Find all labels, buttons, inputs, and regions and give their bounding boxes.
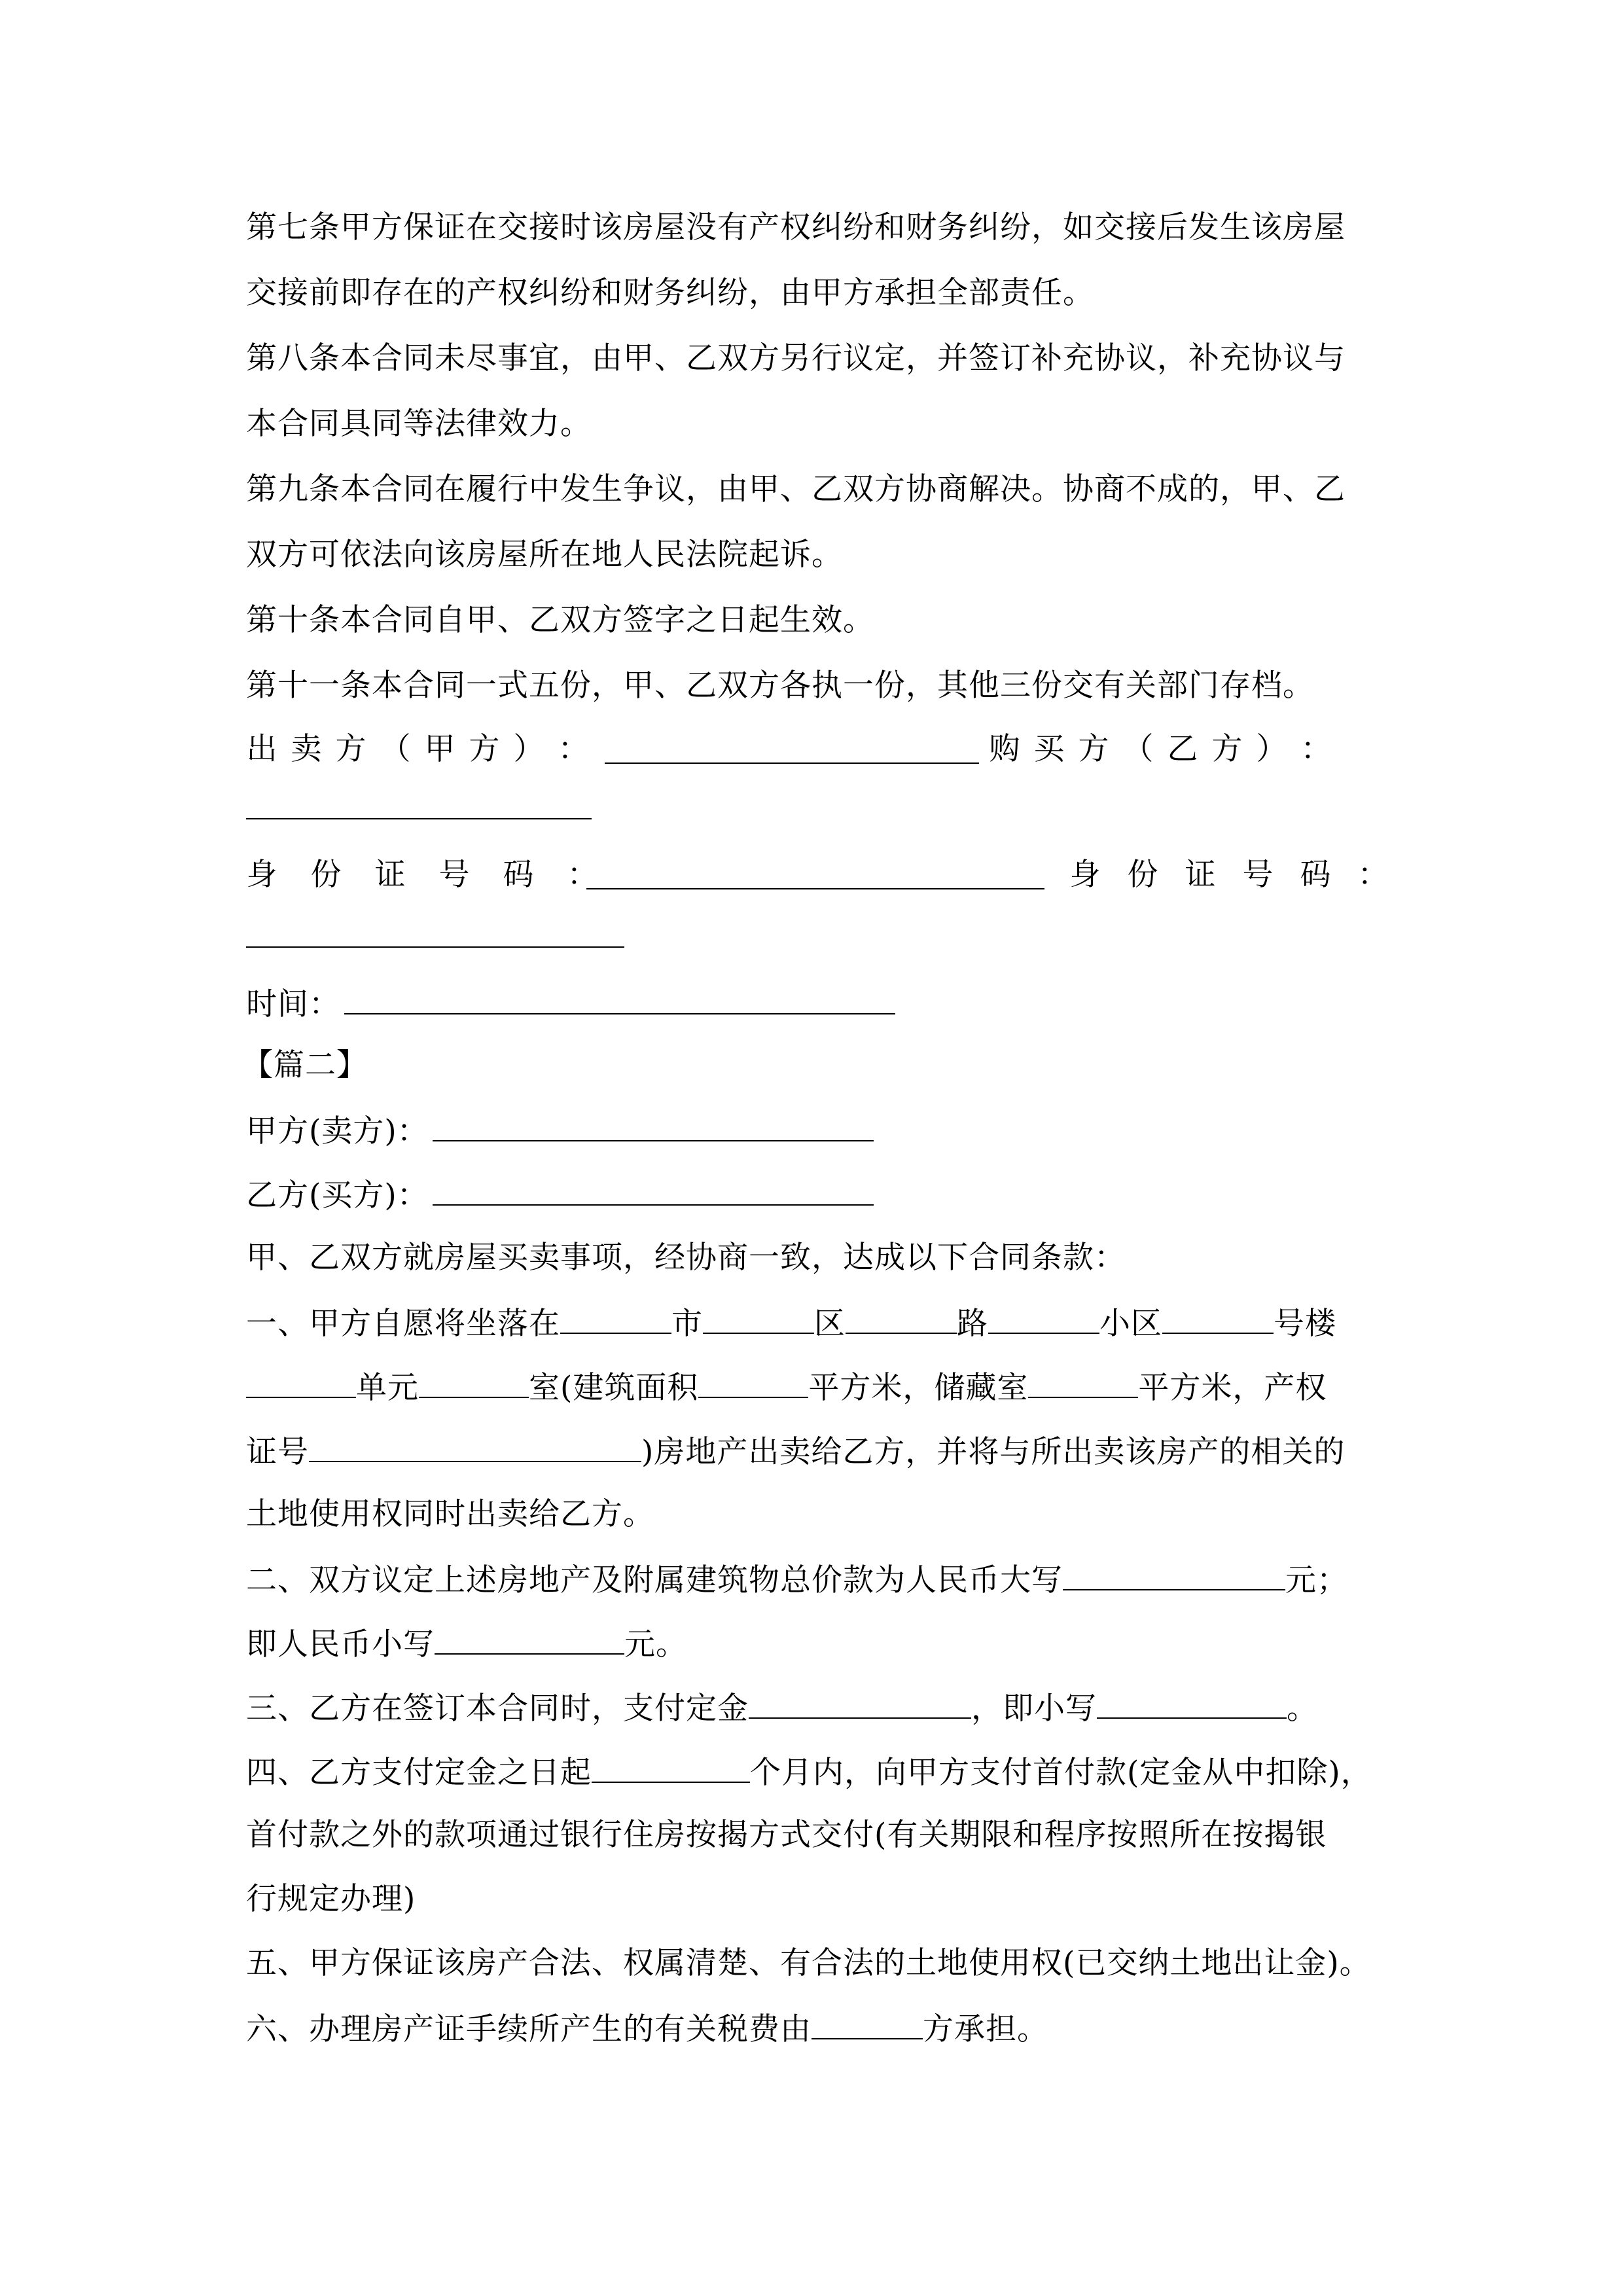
community-field[interactable]	[988, 1302, 1099, 1334]
clause-6-suffix: 方承担。	[923, 2011, 1048, 2047]
clause-3	[246, 1687, 1318, 1727]
label-char: （	[380, 731, 411, 767]
label-char: 方	[335, 731, 366, 767]
clause-3-middle: ，即小写	[971, 1691, 1097, 1727]
clause-4-line-3: 行规定办理)	[246, 1881, 416, 1917]
buyer-label	[989, 730, 1332, 769]
months-field[interactable]	[592, 1751, 750, 1783]
community-label: 小区	[1099, 1306, 1162, 1342]
label-char: 份	[310, 857, 342, 893]
label-char: 购	[989, 731, 1020, 767]
clause-1-line-3-text: )房地产出卖给乙方，并将与所出卖该房产的相关的	[641, 1434, 1346, 1470]
clause-2-line-2	[246, 1623, 687, 1662]
label-char: ：	[558, 731, 589, 767]
label-char: 甲	[424, 731, 455, 767]
building-area-field[interactable]	[698, 1367, 808, 1398]
building-label: 号楼	[1274, 1306, 1336, 1342]
part-2-heading: 【篇二】	[242, 1047, 368, 1083]
property-cert-label: 平方米，产权	[1138, 1370, 1327, 1406]
seller-signature-field[interactable]	[605, 732, 979, 764]
label-char: 码	[503, 857, 534, 893]
article-8-line-1: 第八条本合同未尽事宜，由甲、乙双方另行议定，并签订补充协议，补充协议与	[246, 340, 1346, 376]
label-char: 乙	[1167, 731, 1198, 767]
road-label: 路	[957, 1306, 988, 1342]
party-b-field[interactable]	[433, 1174, 874, 1206]
building-field[interactable]	[1162, 1302, 1274, 1334]
time-label: 时间：	[246, 986, 340, 1022]
article-7-line-2: 交接前即存在的产权纠纷和财务纠纷，由甲方承担全部责任。	[246, 275, 1094, 311]
clause-3-prefix: 三、乙方在签订本合同时，支付定金	[246, 1691, 749, 1727]
party-b-label: 乙方(买方)：	[246, 1177, 429, 1213]
label-char: 身	[1069, 857, 1101, 893]
room-area-label: 室(建筑面积	[529, 1370, 699, 1406]
price-uppercase-field[interactable]	[1063, 1559, 1285, 1590]
label-char: ：	[567, 857, 598, 893]
label-char: ）	[513, 731, 544, 767]
clause-6	[246, 2008, 1048, 2047]
clause-4-prefix: 四、乙方支付定金之日起	[246, 1755, 592, 1791]
deposit-lowercase-field[interactable]	[1097, 1687, 1287, 1719]
clause-2-line-1	[246, 1559, 1348, 1598]
clause-2-prefix: 二、双方议定上述房地产及附属建筑物总价款为人民币大写	[246, 1562, 1063, 1598]
label-char: ）	[1256, 731, 1287, 767]
tax-party-field[interactable]	[812, 2008, 923, 2039]
label-char: 方	[1211, 731, 1243, 767]
cert-no-label: 证号	[246, 1434, 309, 1470]
road-field[interactable]	[846, 1302, 957, 1334]
article-11: 第十一条本合同一式五份，甲、乙双方各执一份，其他三份交有关部门存档。	[246, 668, 1314, 704]
clause-2-line-2-prefix: 即人民币小写	[246, 1626, 435, 1662]
yuan-label-2: 元。	[624, 1626, 687, 1662]
clause-1-line-4: 土地使用权同时出卖给乙方。	[246, 1496, 654, 1532]
unit-label: 单元	[356, 1370, 419, 1406]
seller-id-field[interactable]	[586, 858, 1044, 889]
clause-4-line-1	[246, 1751, 1372, 1791]
unit-field[interactable]	[246, 1367, 356, 1398]
clause-5: 五、甲方保证该房产合法、权属清楚、有合法的土地使用权(已交纳土地出让金)。	[246, 1945, 1371, 1981]
label-char: 码	[1300, 857, 1331, 893]
article-9-line-1: 第九条本合同在履行中发生争议，由甲、乙双方协商解决。协商不成的，甲、乙	[246, 471, 1346, 507]
label-char: 证	[374, 857, 406, 893]
label-char: 证	[1185, 857, 1216, 893]
article-7-line-1: 第七条甲方保证在交接时该房屋没有产权纠纷和财务纠纷，如交接后发生该房屋	[246, 209, 1346, 245]
label-char: ：	[1300, 731, 1332, 767]
clause-1-line-2	[246, 1367, 1327, 1406]
part-2-intro: 甲、乙双方就房屋买卖事项，经协商一致，达成以下合同条款：	[246, 1240, 1126, 1276]
label-char: 身	[246, 857, 277, 893]
buyer-signature-field[interactable]	[246, 817, 592, 819]
storage-area-field[interactable]	[1028, 1367, 1138, 1398]
city-label: 市	[671, 1306, 703, 1342]
room-field[interactable]	[419, 1367, 529, 1398]
label-char: 买	[1033, 731, 1065, 767]
buyer-id-field[interactable]	[246, 946, 624, 948]
storage-label: 平方米，储藏室	[808, 1370, 1029, 1406]
label-char: ：	[1357, 857, 1389, 893]
district-field[interactable]	[703, 1302, 814, 1334]
seller-id-label	[246, 855, 598, 895]
party-b-row	[246, 1174, 874, 1213]
clause-6-prefix: 六、办理房产证手续所产生的有关税费由	[246, 2011, 812, 2047]
article-10: 第十条本合同自甲、乙双方签字之日起生效。	[246, 602, 874, 638]
party-a-row	[246, 1110, 874, 1149]
label-char: 号	[1242, 857, 1274, 893]
time-row	[246, 983, 895, 1022]
cert-no-field[interactable]	[309, 1431, 641, 1462]
label-char: 份	[1127, 857, 1158, 893]
clause-1-line-3	[246, 1431, 1345, 1470]
buyer-id-label	[1069, 855, 1389, 895]
label-char: 号	[438, 857, 470, 893]
label-char: 卖	[291, 731, 322, 767]
article-8-line-2: 本合同具同等法律效力。	[246, 406, 592, 442]
label-char: 方	[469, 731, 500, 767]
id-number-row	[246, 855, 1389, 895]
deposit-field[interactable]	[749, 1687, 971, 1719]
label-char: 出	[246, 731, 277, 767]
seller-label	[246, 730, 589, 769]
party-a-field[interactable]	[433, 1110, 874, 1141]
party-a-label: 甲方(卖方)：	[246, 1113, 429, 1149]
signature-row	[246, 730, 1372, 769]
label-char: 方	[1078, 731, 1109, 767]
clause-3-suffix: 。	[1287, 1691, 1318, 1727]
clause-1-prefix: 一、甲方自愿将坐落在	[246, 1306, 560, 1342]
clause-1-line-1	[246, 1302, 1336, 1342]
time-field[interactable]	[344, 983, 895, 1014]
article-9-line-2: 双方可依法向该房屋所在地人民法院起诉。	[246, 537, 843, 573]
clause-4-line-2: 首付款之外的款项通过银行住房按揭方式交付(有关期限和程序按照所在按揭银	[246, 1817, 1327, 1853]
city-field[interactable]	[560, 1302, 671, 1334]
price-lowercase-field[interactable]	[435, 1623, 624, 1655]
district-label: 区	[814, 1306, 846, 1342]
clause-4-suffix: 个月内，向甲方支付首付款(定金从中扣除)，	[750, 1755, 1372, 1791]
yuan-label: 元；	[1285, 1562, 1348, 1598]
label-char: （	[1122, 731, 1154, 767]
